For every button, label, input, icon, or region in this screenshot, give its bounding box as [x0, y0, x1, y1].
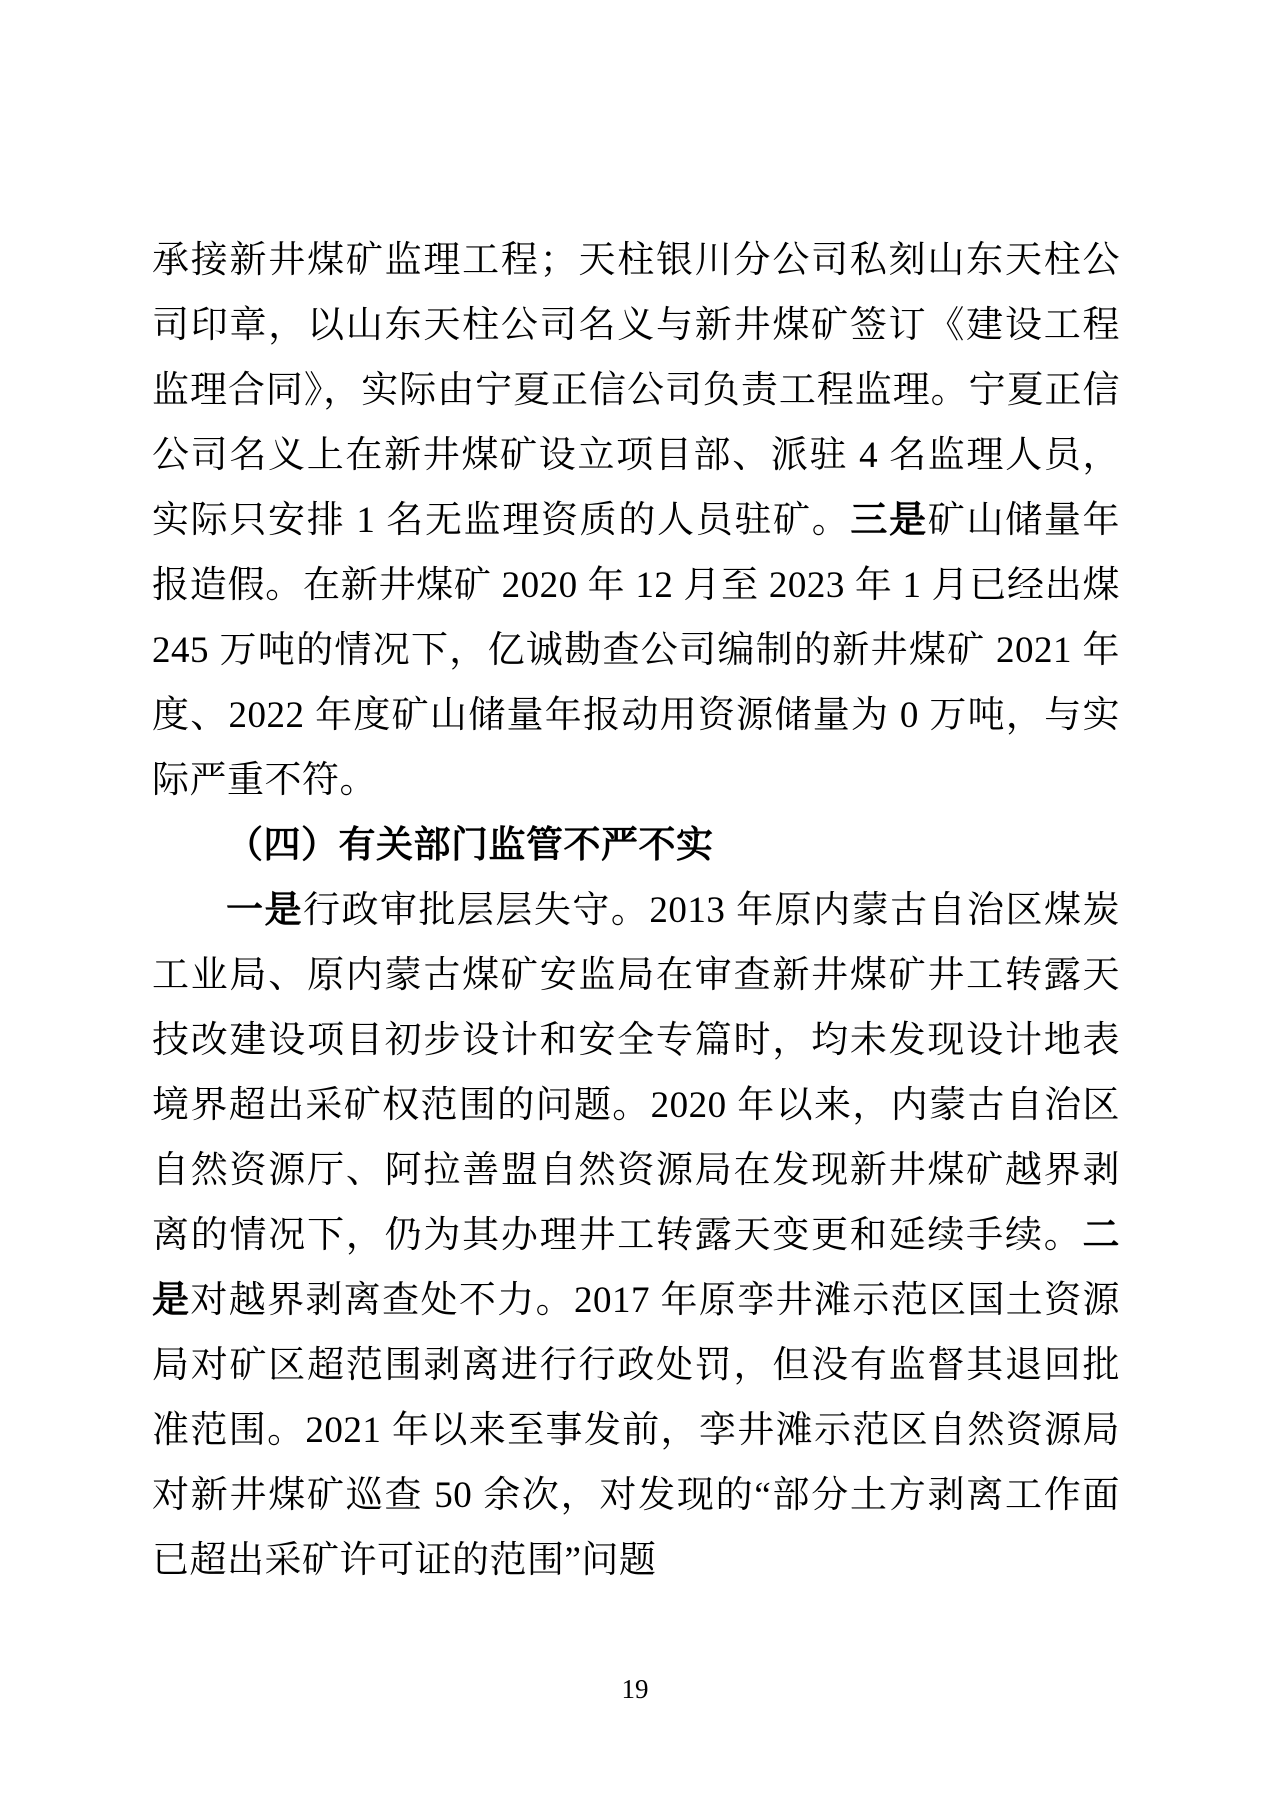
- page-number: 19: [621, 1674, 649, 1704]
- bold-text-run: 一是: [226, 890, 303, 931]
- bold-text-run: 三是: [850, 500, 928, 541]
- section-heading: [152, 813, 1120, 878]
- paragraph: [152, 228, 1120, 813]
- document-body: [152, 228, 1120, 1593]
- page-footer: [0, 1672, 1280, 1706]
- text-run: 承接新井煤矿监理工程；天柱银川分公司私刻山东天柱公司印章，以山东天柱公司名义与新井煤矿签订《建设工程监理合同》，实际由宁夏正信公司负责工程监理。宁夏正信公司名义上在新井煤矿设立项目部、派驻 4 名监理人员，实际只安排 1 名无监理资质的人员驻矿。: [152, 240, 1120, 541]
- bold-text-run: （四）有关部门监管不严不实: [226, 825, 714, 866]
- text-run: 行政审批层层失守。2013 年原内蒙古自治区煤炭工业局、原内蒙古煤矿安监局在审查新井煤矿井工转露天技改建设项目初步设计和安全专篇时，均未发现设计地表境界超出采矿权范围的问题。2020 年以来，内蒙古自治区自然资源厅、阿拉善盟自然资源局在发现新井煤矿越界剥离的情况下，仍为其办理井工转露天变更和延续手续。: [152, 890, 1121, 1256]
- text-run: 矿山储量年报造假。在新井煤矿 2020 年 12 月至 2023 年 1 月已经出煤 245 万吨的情况下，亿诚勘查公司编制的新井煤矿 2021 年度、2022 年度矿山储量年报动用资源储量为 0 万吨，与实际严重不符。: [152, 500, 1121, 801]
- bold-text-run: 二是: [152, 1215, 1120, 1321]
- paragraph: [152, 878, 1120, 1593]
- text-run: 对越界剥离查处不力。2017 年原孪井滩示范区国土资源局对矿区超范围剥离进行行政处罚，但没有监督其退回批准范围。2021 年以来至事发前，孪井滩示范区自然资源局对新井煤矿巡查 50 余次，对发现的“部分土方剥离工作面已超出采矿许可证的范围”问题: [152, 1280, 1120, 1581]
